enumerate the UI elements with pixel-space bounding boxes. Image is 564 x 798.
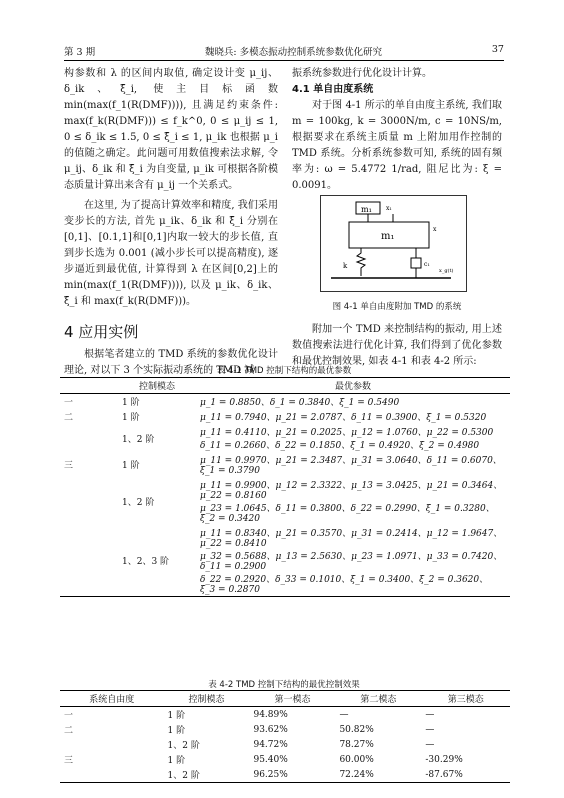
left-paragraph-1: 构参数和 λ 的区间内取值, 确定设计变 μ_ij、δ_ik、ξ̄_i, 使主目标函数 min(max(f_1(R(DMF)))), 且满足约束条件: max(f_k(R(DMF))) ≤ f_k^0, 0 ≤ μ_ij ≤ 1, 0 ≤ δ_ik ≤ 1.5, 0 ≤ ξ̄_i ≤ 1, μ_ik 也根据 μ_i 的值随之确定。此问题可用数值搜索法求解, 令 μ_ij、δ_ik 和 ξ̄_i 为自变量, μ_ik 可根据各阶模态质量计算出来含有 μ_ij 一个关系式。 [64,68,278,191]
table-row: 1、2 阶 94.72% 78.27% — [167,739,435,751]
damper-c [411,258,421,268]
tmd-mass-label: m₁ [361,205,372,214]
right-paragraph-3: 附加一个 TMD 来控制结构的振动, 用上述数值搜索法进行优化计算, 我们得到了优化参数和最优控制效果, 如表 4-1 和表 4-2 所示: [292,324,502,367]
table2-header: 系统自由度 [89,695,135,705]
table-row: 一 1 阶 μ_1 = 0.8850、δ_1 = 0.3840、ξ̄_1 = 0.5490 [64,398,400,408]
table-control-effect [60,690,510,783]
table1-header: 控制模态 [118,378,196,394]
table-row: 1、2 阶 96.25% 72.24% -87.67% [60,767,510,783]
spring-k [357,248,365,276]
header-rule [64,60,504,61]
table-row: 二 1 阶 93.62% 50.82% — [64,724,435,736]
table-row: 1、2、3 阶 μ_11 = 0.8340、μ_21 = 0.3570、μ_31 = 0.2414、μ_12 = 1.9647、 μ_22 = 0.8410 μ_32 = 0.5688、μ_13 = 2.5630、μ_23 = 1.0971、μ_33 = 0.7420、 δ_11 = 0.2900 δ_22 = 0.2920、δ_33 = 0.1010、ξ̄_1 = 0.3400、ξ̄_2 = 0.3620、 ξ̄_3 = 0.2870 [60,525,510,597]
svg-text:x_g(t): x_g(t) [439,268,454,274]
table-row: 三 1 阶 μ_11 = 0.9970、μ_21 = 2.3487、μ_31 = 3.0640、δ_11 = 0.6070、 ξ̄_1 = 0.3790 [64,456,502,476]
table2-header: 控制模态 [188,695,225,705]
table2-header: 第一模态 [274,695,311,705]
svg-text:x₁: x₁ [386,205,392,212]
left-column [64,66,278,310]
table2-header: 第二模态 [360,695,397,705]
right-paragraph-1: 振系统参数进行优化设计计算。 [292,68,432,79]
table1-header [60,378,118,394]
figure-sdof-tmd [320,195,467,292]
right-paragraph-2: 对于图 4-1 所示的单自由度主系统, 我们取 m = 100kg, k = 3000N/m, c = 10NS/m, 根据要求在系统主质量 m 上附加用作控制的 TMD 系统。分析系统参数可知, 系统的固有频率为: ω = 5.4772 1/rad, 阻尼比为: ξ = 0.0091。 [292,100,502,191]
table-row: 二 1 阶 μ_11 = 0.7940、μ_21 = 2.0787、δ_11 = 0.3900、ξ̄_1 = 0.5320 [64,413,487,423]
right-paragraph-3-wrap [292,322,502,370]
table-optimal-params [60,377,510,597]
table-row: 1、2 阶 μ_11 = 0.4110、μ_21 = 0.2025、μ_12 = 1.0760、μ_22 = 0.5300 δ_11 = 0.2660、δ_22 = 0.1850、ξ̄_1 = 0.4920、ξ̄_2 = 0.4980 [122,428,494,451]
page-header [64,44,504,58]
table-row: 1、2 阶 μ_11 = 0.9900、μ_12 = 2.3322、μ_13 = 3.0425、μ_21 = 0.3464、 μ_22 = 0.8160 μ_23 = 1.0645、δ_11 = 0.3800、δ_22 = 0.2990、ξ̄_1 = 0.3280、 ξ̄_2 = 0.3420 [122,481,503,524]
section-title: 4 应用实例 [64,323,139,341]
subsection-title: 4.1 单自由度系统 [292,84,374,95]
table2-header: 第三模态 [447,695,484,705]
svg-text:x: x [433,226,437,233]
right-column [292,66,502,194]
header-title: 魏晓兵: 多模态振动控制系统参数优化研究 [204,47,383,58]
left-paragraph-3: 根据笔者建立的 TMD 系统的参数优化设计理论, 对以下 3 个实际振动系统的 TMD 减 [64,349,278,376]
left-paragraph-2: 在这里, 为了提高计算效率和精度, 我们采用变步长的方法, 首先 μ_ik、δ_ik 和 ξ̄_i 分别在[0,1]、[0.1,1]和[0,1]内取一较大的步长值, 直到步长选为 0.001 (减小步长可以提高精度), 逐步逼近到最优值, 计算得到 λ 在区间[0,2]上的 min(max(f_1(R(DMF)))), 以及 μ_ik、δ_ik、ξ̄_i 和 max(f_k(R(DMF)))。 [64,200,278,307]
main-mass-label: m₁ [381,231,395,242]
table1-header: 最优参数 [196,378,510,394]
table-row: 三 1 阶 95.40% 60.00% -30.29% [64,754,463,766]
figure-diagram [321,196,466,291]
table2-caption: 表 4-2 TMD 控制下结构的最优控制效果 [208,680,360,690]
table1-caption: 表 4-1 TMD 控制下结构的最优参数 [216,366,352,376]
svg-text:k: k [343,262,348,270]
svg-text:c₁: c₁ [424,261,430,268]
header-issue: 第 3 期 [64,47,96,58]
figure-caption: 图 4-1 单自由度附加 TMD 的系统 [332,302,462,312]
table-row: 一 1 阶 94.89% — — [64,709,435,721]
header-page-number: 37 [491,44,504,55]
